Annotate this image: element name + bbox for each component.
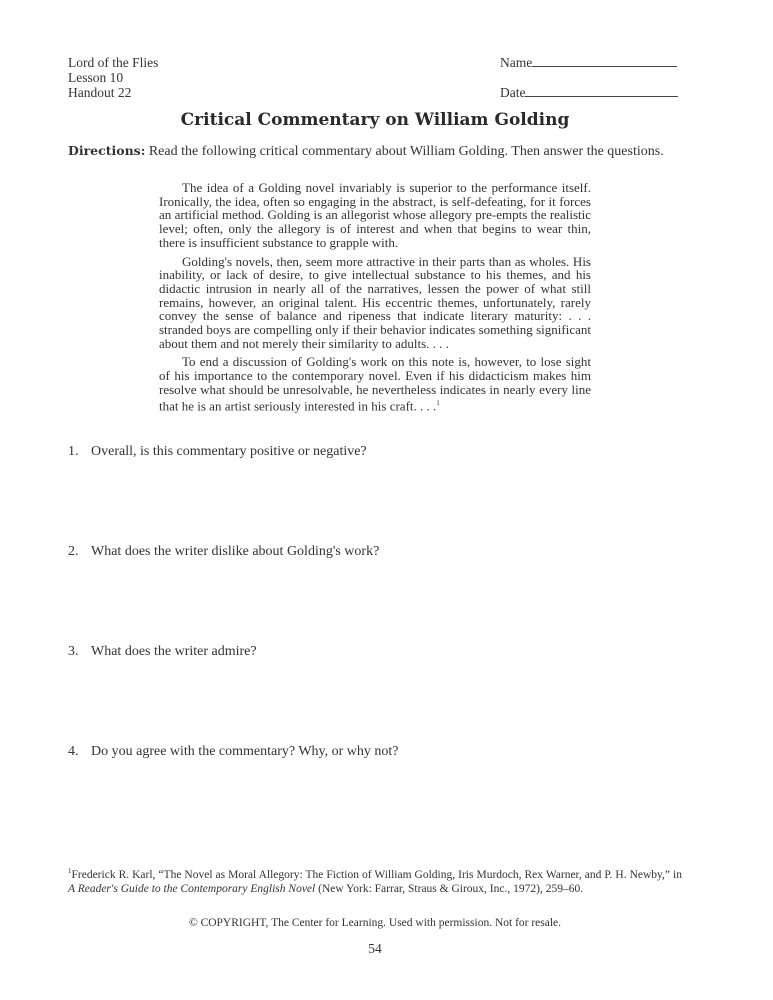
question-2	[68, 544, 379, 560]
footnote-mark: 1	[68, 867, 72, 875]
question-text: Overall, is this commentary positive or negative?	[91, 444, 367, 459]
page-title: Critical Commentary on William Golding	[180, 110, 570, 130]
date-field[interactable]	[500, 85, 678, 100]
footnote	[68, 864, 682, 897]
question-number: 3.	[68, 644, 79, 659]
footnote-publication: (New York: Farrar, Straus & Giroux, Inc., 1972), 259–60.	[315, 883, 584, 896]
question-text: What does the writer admire?	[91, 644, 257, 659]
directions-text: Read the following critical commentary about William Golding. Then answer the questions.	[145, 144, 664, 159]
quote-paragraph	[159, 355, 591, 412]
page-number: 54	[368, 941, 382, 956]
name-field[interactable]	[500, 55, 677, 70]
copyright-notice: © COPYRIGHT, The Center for Learning. Used with permission. Not for resale.	[188, 917, 562, 929]
quote-paragraph: The idea of a Golding novel invariably is superior to the performance itself. Ironically, the idea, often so engaging in the abstract, is self-defeating, for it forces an artificial method. Golding is an allegorist whose allegory pre-empts the realistic level; often, only the allegory is of interest and when that begins to wear thin, there is insufficient substance to grapple with.	[159, 180, 591, 250]
directions	[68, 143, 682, 160]
quote-paragraph-text: To end a discussion of Golding's work on this note is, however, to lose sight of his importance to the contemporary novel. Even if his didacticism makes him resolve what should be unresolvable, he nevertheless indicates in nearly every line that he is an artist seriously interested in his craft. . . .	[159, 354, 591, 413]
directions-label: Directions:	[68, 143, 146, 158]
footnote-reference: 1	[436, 398, 440, 407]
handout-label: Handout 22	[68, 85, 132, 100]
date-label: Date	[500, 85, 526, 100]
question-4	[68, 744, 399, 760]
question-number: 2.	[68, 544, 79, 559]
question-1	[68, 444, 367, 460]
footnote-book-title: A Reader's Guide to the Contemporary English Novel	[68, 883, 316, 896]
name-label: Name	[500, 55, 533, 70]
footnote-text: Frederick R. Karl, “The Novel as Moral Allegory: The Fiction of William Golding, Iris Murdoch, Rex Warner, and P. H. Newby,” in	[71, 868, 682, 881]
header-left	[68, 55, 158, 100]
lesson-label: Lesson 10	[68, 70, 124, 85]
question-number: 4.	[68, 744, 79, 759]
name-blank-line[interactable]	[532, 66, 677, 67]
critical-commentary-quote	[159, 181, 591, 418]
question-text: Do you agree with the commentary? Why, or why not?	[91, 744, 399, 759]
question-3	[68, 644, 257, 660]
question-number: 1.	[68, 444, 79, 459]
quote-paragraph: Golding's novels, then, seem more attractive in their parts than as wholes. His inability, or lack of desire, to give intellectual substance to his themes, and his didactic intrusion in nearly all of the narratives, lessen the power of what still remains, however, an original talent. His eccentric themes, unfortunately, rarely convey the sense of balance and ripeness that indicate literary maturity: . . . stranded boys are compelling only if their behavior indicates something significant about them and not merely their similarity to adults. . . .	[159, 253, 591, 351]
book-title: Lord of the Flies	[68, 55, 159, 70]
date-blank-line[interactable]	[525, 96, 678, 97]
question-text: What does the writer dislike about Golding's work?	[91, 544, 380, 559]
